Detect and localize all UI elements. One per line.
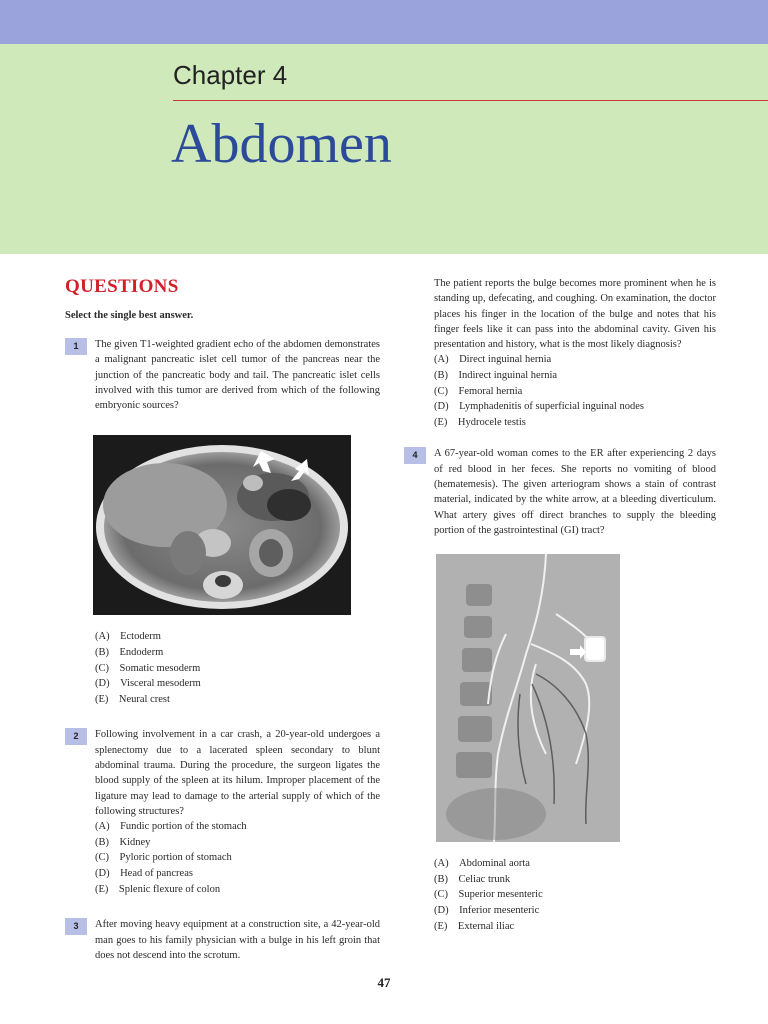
answer-option[interactable]: (E) Hydrocele testis [434, 416, 526, 428]
answer-option[interactable]: (D) Head of pancreas [95, 868, 193, 880]
answer-option[interactable]: (C) Somatic mesoderm [95, 662, 201, 674]
question-stem-continuation: The patient reports the bulge becomes more prominent when he is standing up, defecating, and coughing. On examination, the doctor places his finger in the location of the bulge and notes that his finger feels like it can pass into the abdominal cavity. Given his presentation and history, what is the most likely diagnosis? [434, 278, 716, 351]
question-3-continued [404, 276, 716, 430]
chapter-title: Abdomen [171, 113, 392, 175]
page-number: 47 [377, 975, 391, 990]
question-stem: After moving heavy equipment at a construction site, a 42-year-old man goes to his family physician with a bulge in his left groin that does not descend into the scrotum. [95, 919, 380, 961]
instruction-text: Select the single best answer. [65, 310, 194, 321]
answer-option[interactable]: (B) Endoderm [95, 647, 164, 659]
answer-option[interactable]: (C) Femoral hernia [434, 385, 523, 397]
answer-option[interactable]: (A) Direct inguinal hernia [434, 354, 552, 366]
answer-options [95, 629, 380, 707]
question-number-badge: 4 [404, 447, 426, 464]
arteriogram-graphic [436, 554, 620, 842]
answer-options [434, 352, 716, 430]
mri-abdomen-image [93, 435, 351, 615]
answer-option[interactable]: (D) Visceral mesoderm [95, 678, 201, 690]
answer-option[interactable]: (E) Neural crest [95, 693, 170, 705]
answer-option[interactable]: (D) Lymphadenitis of superficial inguinal nodes [434, 401, 644, 413]
question-number-badge: 1 [65, 338, 87, 355]
answer-option[interactable]: (C) Pyloric portion of stomach [95, 852, 232, 864]
question-1 [65, 337, 380, 707]
answer-option[interactable]: (E) Splenic flexure of colon [95, 883, 221, 895]
chapter-rule-divider [173, 100, 768, 101]
chapter-label: Chapter 4 [173, 60, 288, 90]
left-column [65, 276, 380, 963]
section-heading: QUESTIONS [65, 276, 179, 297]
answer-option[interactable]: (A) Ectoderm [95, 631, 161, 643]
answer-option[interactable]: (D) Inferior mesenteric [434, 905, 540, 917]
question-4-options [404, 856, 716, 934]
answer-options [434, 856, 716, 934]
question-stem: Following involvement in a car crash, a 20-year-old undergoes a splenectomy due to a lacerated spleen secondary to blunt abdominal trauma. During the procedure, the surgeon ligates the blood supply of the spleen at its hilum. Improper placement of the ligature may lead to damage to the arterial supply of which of the following structures? [95, 729, 380, 817]
question-stem: A 67-year-old woman comes to the ER after experiencing 2 days of red blood in her feces. She reports no vomiting of blood (hematemesis). The given arteriogram shows a stain of contrast material, indicated by the white arrow, at a bleeding diverticulum. What artery gives off direct branches to supply the bleeding portion of the gastrointestinal (GI) tract? [434, 448, 716, 536]
top-color-band [0, 0, 768, 44]
answer-option[interactable]: (A) Abdominal aorta [434, 858, 530, 870]
question-number-badge: 3 [65, 918, 87, 935]
mri-scan-graphic [93, 435, 351, 615]
arteriogram-image [436, 554, 620, 842]
answer-option[interactable]: (B) Kidney [95, 836, 151, 848]
right-column [404, 276, 716, 934]
answer-options [95, 819, 380, 897]
answer-option[interactable]: (B) Indirect inguinal hernia [434, 370, 558, 382]
question-4 [404, 446, 716, 538]
answer-option[interactable]: (B) Celiac trunk [434, 873, 511, 885]
question-3 [65, 917, 380, 963]
answer-option[interactable]: (A) Fundic portion of the stomach [95, 821, 247, 833]
question-stem: The given T1-weighted gradient echo of the abdomen demonstrates a malignant pancreatic islet cell tumor of the pancreas near the junction of the pancreatic body and tail. The pancreatic islet cells involved with this tumor are derived from which of the following embryonic sources? [95, 339, 380, 412]
answer-option[interactable]: (C) Superior mesenteric [434, 889, 543, 901]
question-number-badge: 2 [65, 728, 87, 745]
question-2 [65, 727, 380, 897]
answer-option[interactable]: (E) External iliac [434, 920, 515, 932]
